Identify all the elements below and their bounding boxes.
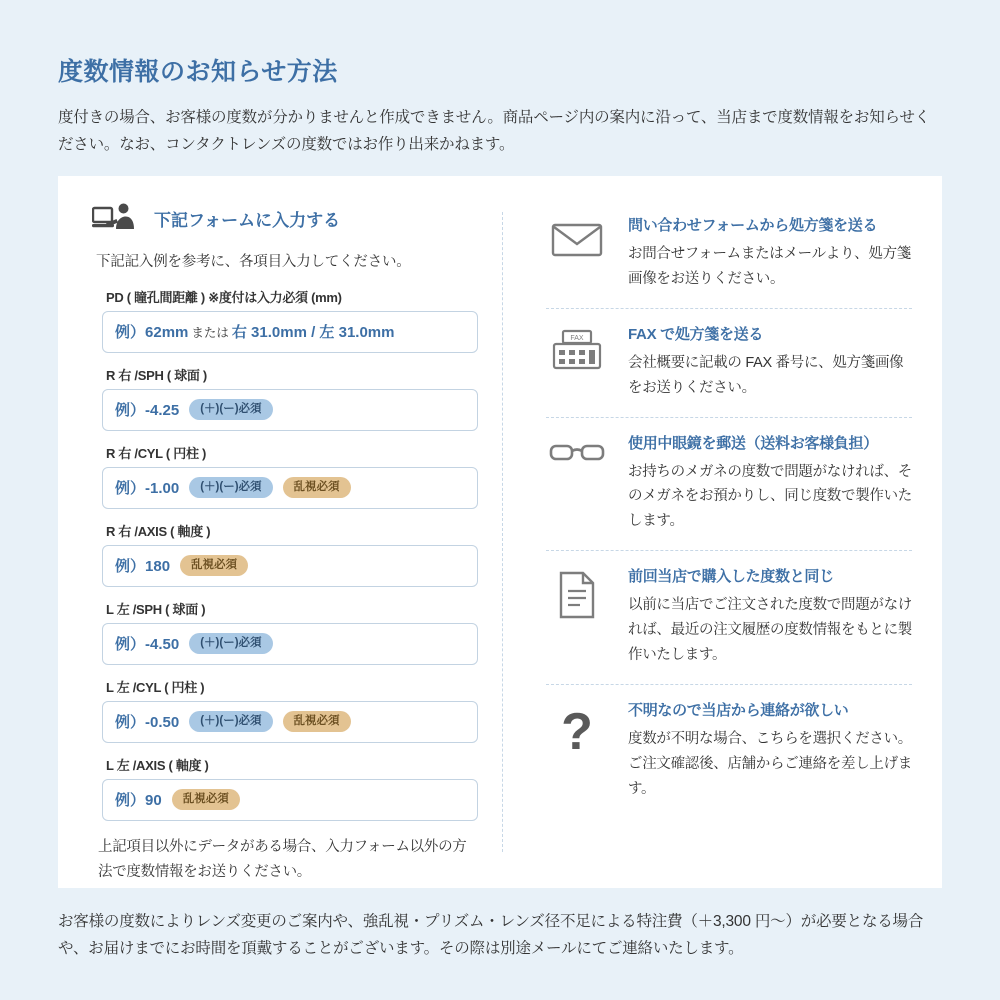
form-input-heading [92, 202, 478, 236]
question-mark-icon [546, 699, 608, 802]
field-input-r-sph[interactable] [102, 389, 478, 431]
laptop-person-icon [92, 202, 138, 236]
svg-text:?: ? [561, 705, 593, 758]
field-example-r-cyl: 例）-1.00 [115, 480, 180, 498]
field-label-r-axis: R 右 /AXIS ( 軸度 ) [106, 523, 211, 539]
field-input-l-axis[interactable] [102, 779, 478, 821]
method-item-previous-order[interactable] [546, 551, 912, 685]
tag-astigmatism-required: 乱視必須 [172, 789, 240, 810]
method-text: 会社概要に記載の FAX 番号に、処方箋画像をお送りください。 [628, 354, 904, 396]
envelope-icon [546, 214, 608, 292]
tag-sign-required: (＋)(ー)必須 [189, 633, 272, 654]
field-example-l-sph: 例）-4.50 [115, 636, 180, 654]
field-input-l-sph[interactable] [102, 623, 478, 665]
method-text: 度数が不明な場合、こちらを選択ください。ご注文確認後、店舗からご連絡を差し上げます。 [628, 731, 912, 797]
method-text: お持ちのメガネの度数で問題がなければ、そのメガネをお預かりし、同じ度数で製作いたします。 [628, 463, 912, 530]
form-input-column [58, 176, 502, 888]
column-divider [502, 212, 503, 852]
fax-icon [546, 323, 608, 401]
field-input-r-cyl[interactable] [102, 467, 478, 509]
field-example-r-sph: 例）-4.25 [115, 402, 180, 420]
field-label-l-axis: L 左 /AXIS ( 軸度 ) [106, 757, 209, 773]
method-item-fax[interactable] [546, 309, 912, 418]
lead-paragraph: 度付きの場合、お客様の度数が分かりませんと作成できません。商品ページ内の案内に沿って、当店まで度数情報をお知らせください。なお、コンタクトレンズの度数ではお作り出来かねます。 [58, 108, 930, 153]
field-input-r-axis[interactable] [102, 545, 478, 587]
method-title: 前回当店で購入した度数と同じ [628, 568, 834, 586]
other-methods-column [502, 176, 942, 888]
field-example-pd: 例）62mm または 右 31.0mm / 左 31.0mm [115, 324, 395, 342]
method-title: 不明なので当店から連絡が欲しい [628, 702, 849, 720]
method-title: 問い合わせフォームから処方箋を送る [628, 216, 878, 234]
field-label-r-cyl: R 右 /CYL ( 円柱 ) [106, 445, 206, 461]
field-input-l-cyl[interactable] [102, 701, 478, 743]
form-input-note: 上記項目以外にデータがある場合、入力フォーム以外の方法で度数情報をお送りください。 [98, 838, 467, 881]
tag-astigmatism-required: 乱視必須 [180, 555, 248, 576]
field-label-pd: PD ( 瞳孔間距離 ) ※度付は入力必須 (mm) [106, 289, 342, 305]
tag-astigmatism-required: 乱視必須 [283, 711, 351, 732]
field-example-l-axis: 例）90 [115, 792, 162, 810]
footer-note: お客様の度数によりレンズ変更のご案内や、強乱視・プリズム・レンズ径不足による特注費（＋3,300 円〜）が必要となる場合や、お届けまでにお時間を頂戴することがございます。その際は別途メールにてご連絡いたします。 [58, 912, 924, 957]
method-text: お問合せフォームまたはメールより、処方箋画像をお送りください。 [628, 245, 911, 287]
tag-sign-required: (＋)(ー)必須 [189, 711, 272, 732]
page-title: 度数情報のお知らせ方法 [58, 58, 338, 86]
form-input-heading-label: 下記フォームに入力する [154, 211, 341, 231]
field-label-l-cyl: L 左 /CYL ( 円柱 ) [106, 679, 205, 695]
glasses-icon [546, 432, 608, 535]
document-icon [546, 565, 608, 668]
field-example-l-cyl: 例）-0.50 [115, 714, 180, 732]
field-label-r-sph: R 右 /SPH ( 球面 ) [106, 367, 207, 383]
method-title: 使用中眼鏡を郵送（送料お客様負担） [628, 434, 878, 452]
tag-sign-required: (＋)(ー)必須 [189, 477, 272, 498]
method-text: 以前に当店でご注文された度数で問題がなければ、最近の注文履歴の度数情報をもとに製作いたします。 [628, 597, 912, 664]
field-example-r-axis: 例）180 [115, 558, 171, 576]
method-item-mail-glasses[interactable] [546, 418, 912, 552]
method-item-contact-form[interactable] [546, 200, 912, 309]
svg-text:FAX: FAX [570, 334, 584, 342]
field-label-l-sph: L 左 /SPH ( 球面 ) [106, 601, 206, 617]
method-title: FAX で処方箋を送る [628, 325, 764, 343]
info-card [58, 176, 942, 888]
tag-sign-required: (＋)(ー)必須 [189, 399, 272, 420]
field-input-pd[interactable] [102, 311, 478, 353]
tag-astigmatism-required: 乱視必須 [283, 477, 351, 498]
method-item-unknown[interactable] [546, 685, 912, 818]
form-input-subheading: 下記記入例を参考に、各項目入力してください。 [96, 253, 411, 270]
